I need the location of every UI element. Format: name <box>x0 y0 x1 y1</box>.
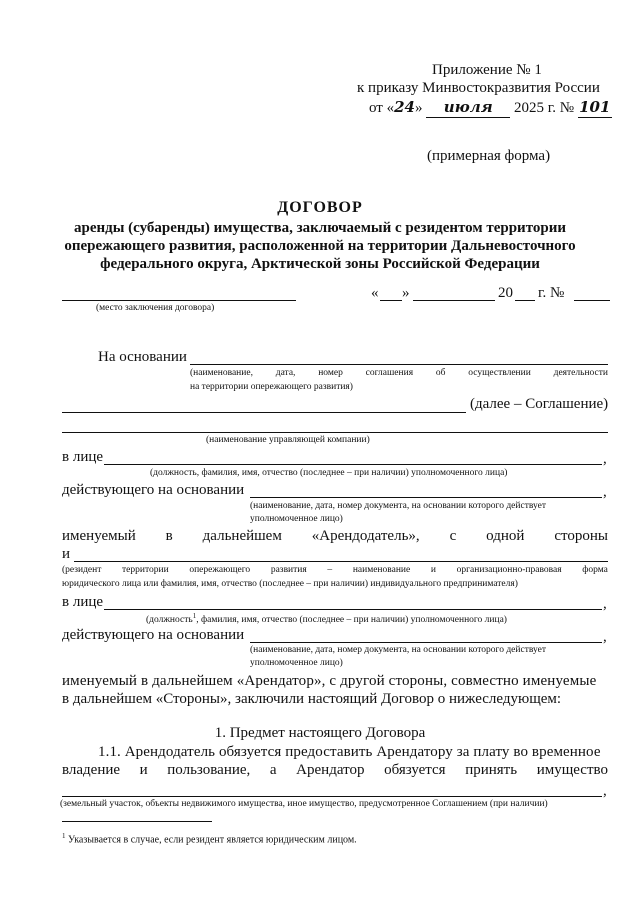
contract-month-blank <box>413 300 495 301</box>
contract-day-blank <box>380 300 402 301</box>
in-person-blank-2 <box>104 609 602 610</box>
section-1-heading: 1. Предмет настоящего Договора <box>214 725 426 741</box>
person-caption-1: (должность, фамилия, имя, отчество (последнее – при наличии) уполномоченного лица) <box>150 468 508 478</box>
contract-date-close-quote: » <box>402 285 410 301</box>
person-caption-2: (должность$^1$, фамилия, имя, отчество (последнее – при наличии) уполномоченного лица) <box>146 612 507 626</box>
and-label: и <box>62 546 71 562</box>
acting-caption-2b: уполномоченное лицо) <box>250 658 343 668</box>
tenant-line-2: в дальнейшем «Стороны», заключили настоящий Договор о нижеследующем: <box>62 691 562 707</box>
acting-label-1: действующего на основании <box>62 482 245 498</box>
acting-blank-2 <box>250 642 602 643</box>
basis-caption-line-2: на территории опережающего развития) <box>190 382 353 392</box>
contract-number-blank <box>574 300 610 301</box>
acting-blank-1 <box>250 497 602 498</box>
basis-caption-line-1: (наименование, дата, номер соглашения об осуществлении деятельности <box>190 368 608 378</box>
property-comma: , <box>603 783 607 799</box>
in-person-label-2: в лице <box>62 594 104 610</box>
section-1-paragraph-2: владение и пользование, а Арендатор обязуется принять имущество <box>62 762 608 778</box>
contract-year-blank <box>515 300 535 301</box>
handwritten-order-number: 101 <box>579 98 611 116</box>
in-person-comma-2: , <box>603 596 607 612</box>
handwritten-day: 24 <box>394 98 415 116</box>
agreement-label: (далее – Соглашение) <box>470 396 609 412</box>
form-note: (примерная форма) <box>427 148 551 164</box>
acting-comma-2: , <box>603 629 607 645</box>
contract-date-open-quote: « <box>371 285 379 301</box>
footnote-reference: 1 <box>192 612 197 620</box>
document-subtitle-line-1: аренды (субаренды) имущества, заключаемый с резидентом территории <box>73 220 566 236</box>
document-subtitle-line-2: опережающего развития, расположенной на территории Дальневосточного <box>64 238 576 254</box>
acting-caption-1b: уполномоченное лицо) <box>250 514 343 524</box>
order-date-line: от «24» июля 2025 г. № 101 <box>369 98 611 116</box>
acting-comma-1: , <box>603 484 607 500</box>
resident-blank <box>74 561 608 562</box>
place-caption: (место заключения договора) <box>96 303 215 313</box>
footnote-separator <box>62 821 212 822</box>
footnote: $^1$ Указывается в случае, если резидент является юридическим лицом. <box>62 832 357 846</box>
tenant-line-1: именуемый в дальнейшем «Арендатор», с другой стороны, совместно именуемые <box>62 673 597 689</box>
property-caption: (земельный участок, объекты недвижимого имущества, иное имущество, предусмотренное Соглашением (при наличии) <box>60 799 548 809</box>
management-company-blank <box>62 432 608 433</box>
property-blank <box>62 796 602 797</box>
lessor-named-line: именуемый в дальнейшем «Арендодатель», с одной стороны <box>62 528 608 544</box>
resident-caption-line-2: юридического лица или фамилия, имя, отчество (последнее – при наличии) индивидуального предпринимателя) <box>62 579 518 589</box>
in-person-comma-1: , <box>603 451 607 467</box>
section-1-paragraph-1: 1.1. Арендодатель обязуется предоставить Арендатору за плату во временное <box>98 744 601 760</box>
in-person-label-1: в лице <box>62 449 104 465</box>
document-title: ДОГОВОР <box>277 199 363 216</box>
agreement-blank <box>62 412 466 413</box>
basis-blank <box>190 364 608 365</box>
place-blank <box>62 300 296 301</box>
handwritten-month: июля <box>443 98 493 116</box>
resident-caption-line-1: (резидент территории опережающего развития – наименование и организационно-правовая форма <box>62 565 608 575</box>
acting-label-2: действующего на основании <box>62 627 245 643</box>
appendix-number: Приложение № 1 <box>432 62 542 78</box>
contract-year-prefix: 20 <box>498 285 513 301</box>
in-person-blank-1 <box>104 464 602 465</box>
order-reference: к приказу Минвостокразвития России <box>357 80 600 96</box>
management-company-caption: (наименование управляющей компании) <box>206 435 370 445</box>
contract-number-label: г. № <box>538 285 565 301</box>
acting-caption-2a: (наименование, дата, номер документа, на основании которого действует <box>250 645 546 655</box>
acting-caption-1a: (наименование, дата, номер документа, на основании которого действует <box>250 501 546 511</box>
document-subtitle-line-3: федерального округа, Арктической зоны Российской Федерации <box>100 256 540 272</box>
basis-label: На основании <box>98 349 187 365</box>
